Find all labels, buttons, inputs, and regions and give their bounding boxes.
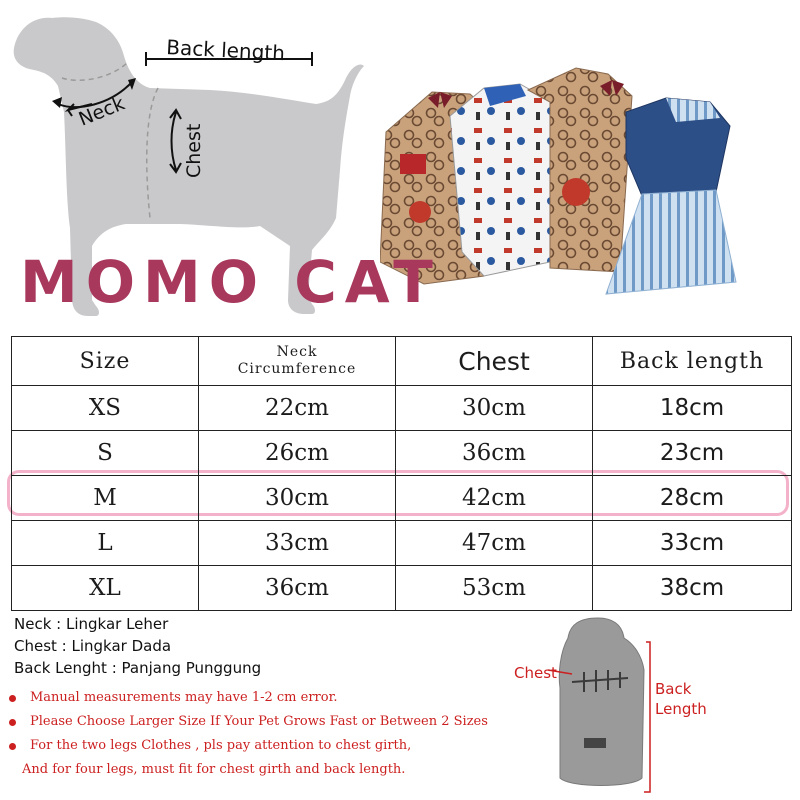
grey-shirt (559, 618, 644, 786)
neck-cell: 33cm (199, 521, 396, 566)
table-row (12, 521, 792, 566)
chest-label: Chest (183, 123, 205, 178)
neck-label: Neck (75, 92, 128, 131)
header-back-length: Back length (593, 337, 792, 386)
header-size: Size (12, 337, 199, 386)
shirt-chest-label: Chest (514, 664, 557, 682)
neck-cell: 22cm (199, 386, 396, 431)
neck-cell: 36cm (199, 566, 396, 611)
back-cell: 38cm (593, 566, 792, 611)
watermark-logo (20, 250, 450, 312)
neck-cell: 26cm (199, 431, 396, 476)
legend-back: Back Lenght : Panjang Punggung (14, 659, 262, 677)
size-cell: M (12, 476, 199, 521)
chest-cell: 36cm (396, 431, 593, 476)
shirt-measurement-diagram (500, 608, 730, 798)
bullet-dot (9, 743, 16, 750)
watermark-text: MOMO CAT (20, 250, 441, 312)
size-cell: L (12, 521, 199, 566)
legend-chest: Chest : Lingkar Dada (14, 637, 172, 655)
table-row (12, 431, 792, 476)
size-table (11, 336, 792, 611)
size-cell: S (12, 431, 199, 476)
size-cell: XS (12, 386, 199, 431)
table-row (12, 386, 792, 431)
note-four-legs: And for four legs, must fit for chest girth and back length. (22, 762, 406, 777)
chest-cell: 30cm (396, 386, 593, 431)
table-header-row (12, 337, 792, 386)
chest-cell: 42cm (396, 476, 593, 521)
back-length-guide (644, 642, 650, 792)
header-neck (199, 337, 396, 386)
bullet-dot (9, 695, 16, 702)
table-row-highlighted (12, 476, 792, 521)
shirt-patch (584, 738, 606, 748)
neck-arrow-head-left (52, 97, 62, 108)
red-label-patch (400, 154, 426, 174)
legend-neck: Neck : Lingkar Leher (14, 615, 169, 633)
note-two-legs: For the two legs Clothes , pls pay attention to chest girth, (30, 738, 412, 753)
header-neck-line1: Neck (276, 344, 318, 360)
back-cell: 28cm (593, 476, 792, 521)
back-cell: 33cm (593, 521, 792, 566)
bullet-dot (9, 719, 16, 726)
chest-cell: 47cm (396, 521, 593, 566)
shirt-back-label-line1: Back (655, 680, 692, 698)
neck-cell: 30cm (199, 476, 396, 521)
back-length-label: Back length (165, 35, 286, 66)
back-cell: 23cm (593, 431, 792, 476)
striped-skirt (606, 190, 736, 294)
minnie-print (562, 178, 590, 206)
back-cell: 18cm (593, 386, 792, 431)
white-print-shirt (450, 84, 552, 276)
note-larger-size: Please Choose Larger Size If Your Pet Grows Fast or Between 2 Sizes (30, 714, 488, 729)
chest-cell: 53cm (396, 566, 593, 611)
shirt-back-label-line2: Length (655, 700, 707, 718)
size-cell: XL (12, 566, 199, 611)
header-chest: Chest (396, 337, 593, 386)
minnie-print-2 (409, 201, 431, 223)
table-row (12, 566, 792, 611)
note-measurement-error: Manual measurements may have 1-2 cm error. (30, 690, 338, 705)
header-neck-line2: Circumference (237, 361, 357, 377)
